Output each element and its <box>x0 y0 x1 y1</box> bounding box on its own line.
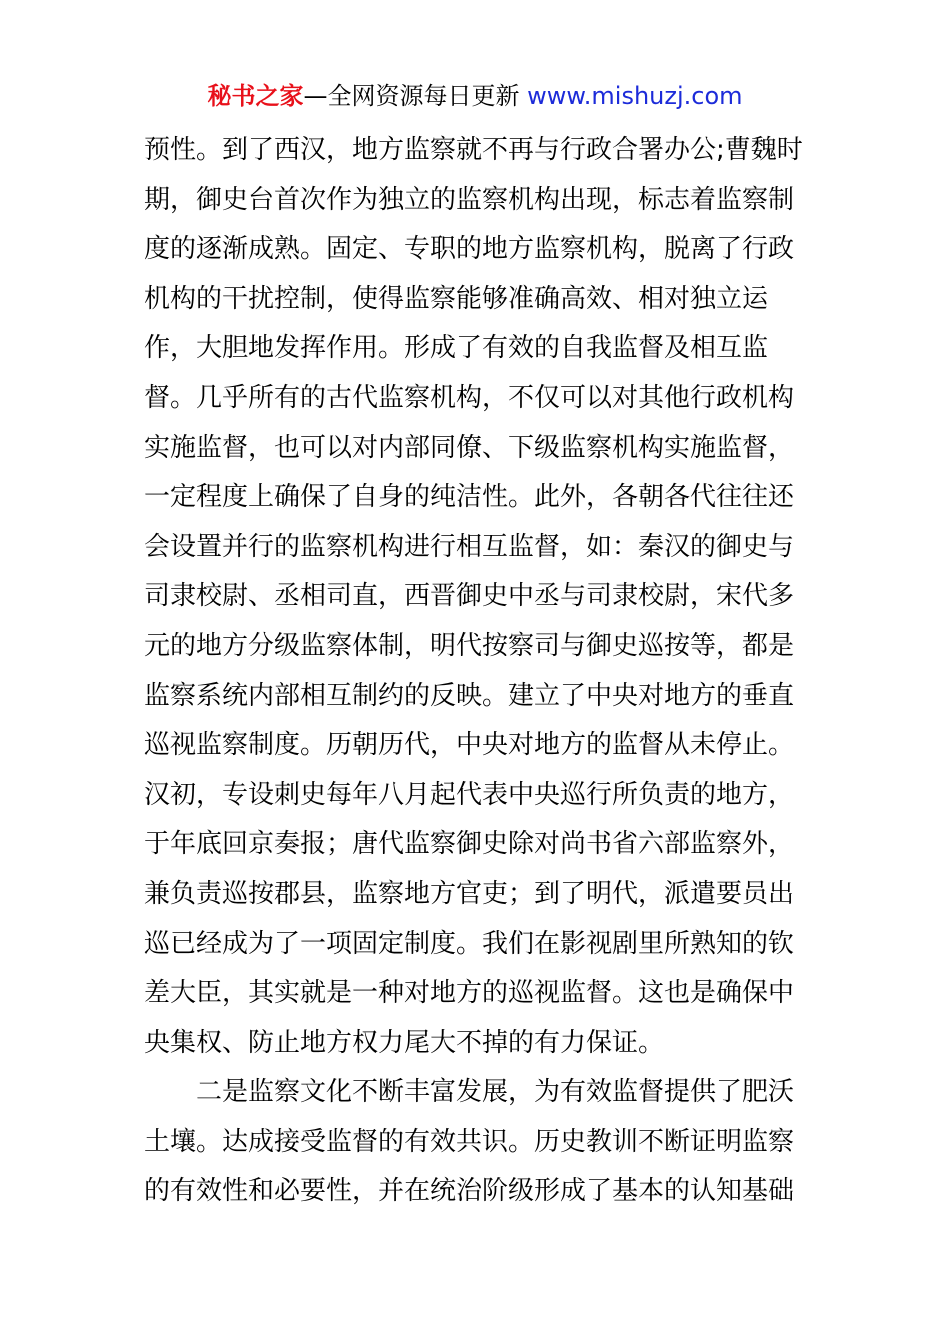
text-line: 作，大胆地发挥作用。形成了有效的自我监督及相互监 <box>144 333 769 364</box>
text-line: 兼负责巡按郡县，监察地方官吏；到了明代，派遣要员出 <box>144 878 795 909</box>
document-body <box>144 126 806 1217</box>
text-line: 督。几乎所有的古代监察机构，不仅可以对其他行政机构 <box>144 382 795 413</box>
text-line: 实施监督，也可以对内部同僚、下级监察机构实施监督， <box>144 432 795 463</box>
text-line: 巡视监察制度。历朝历代，中央对地方的监督从未停止。 <box>144 730 795 761</box>
site-header <box>0 80 950 112</box>
text-line: 的有效性和必要性，并在统治阶级形成了基本的认知基础 <box>144 1176 795 1207</box>
text-line: 央集权、防止地方权力尾大不掉的有力保证。 <box>144 1027 665 1058</box>
text-line: 于年底回京奏报；唐代监察御史除对尚书省六部监察外， <box>144 829 795 860</box>
text-line: 土壤。达成接受监督的有效共识。历史教训不断证明监察 <box>144 1126 795 1157</box>
site-tagline: —全网资源每日更新 <box>303 82 528 110</box>
text-line: 司隶校尉、丞相司直，西晋御史中丞与司隶校尉，宋代多 <box>144 581 795 612</box>
text-line: 期，御史台首次作为独立的监察机构出现，标志着监察制 <box>144 184 795 215</box>
text-line: 会设置并行的监察机构进行相互监督，如：秦汉的御史与 <box>144 531 795 562</box>
text-line: 差大臣，其实就是一种对地方的巡视监督。这也是确保中 <box>144 978 795 1009</box>
text-line: 机构的干扰控制，使得监察能够准确高效、相对独立运 <box>144 283 769 314</box>
text-line: 度的逐渐成熟。固定、专职的地方监察机构，脱离了行政 <box>144 234 795 265</box>
text-line: 预性。到了西汉，地方监察就不再与行政合署办公;曹魏时 <box>144 135 803 165</box>
text-line: 巡已经成为了一项固定制度。我们在影视剧里所熟知的钦 <box>144 928 795 959</box>
paragraph-start-line: 二是监察文化不断丰富发展，为有效监督提供了肥沃 <box>144 1077 795 1108</box>
site-brand: 秘书之家 <box>207 82 304 110</box>
text-line: 监察系统内部相互制约的反映。建立了中央对地方的垂直 <box>144 680 795 711</box>
text-line: 元的地方分级监察体制，明代按察司与御史巡按等，都是 <box>144 630 795 661</box>
site-url-link[interactable]: www.mishuzj.com <box>527 82 743 110</box>
text-line: 汉初，专设刺史每年八月起代表中央巡行所负责的地方， <box>144 779 795 810</box>
text-line: 一定程度上确保了自身的纯洁性。此外，各朝各代往往还 <box>144 482 795 513</box>
